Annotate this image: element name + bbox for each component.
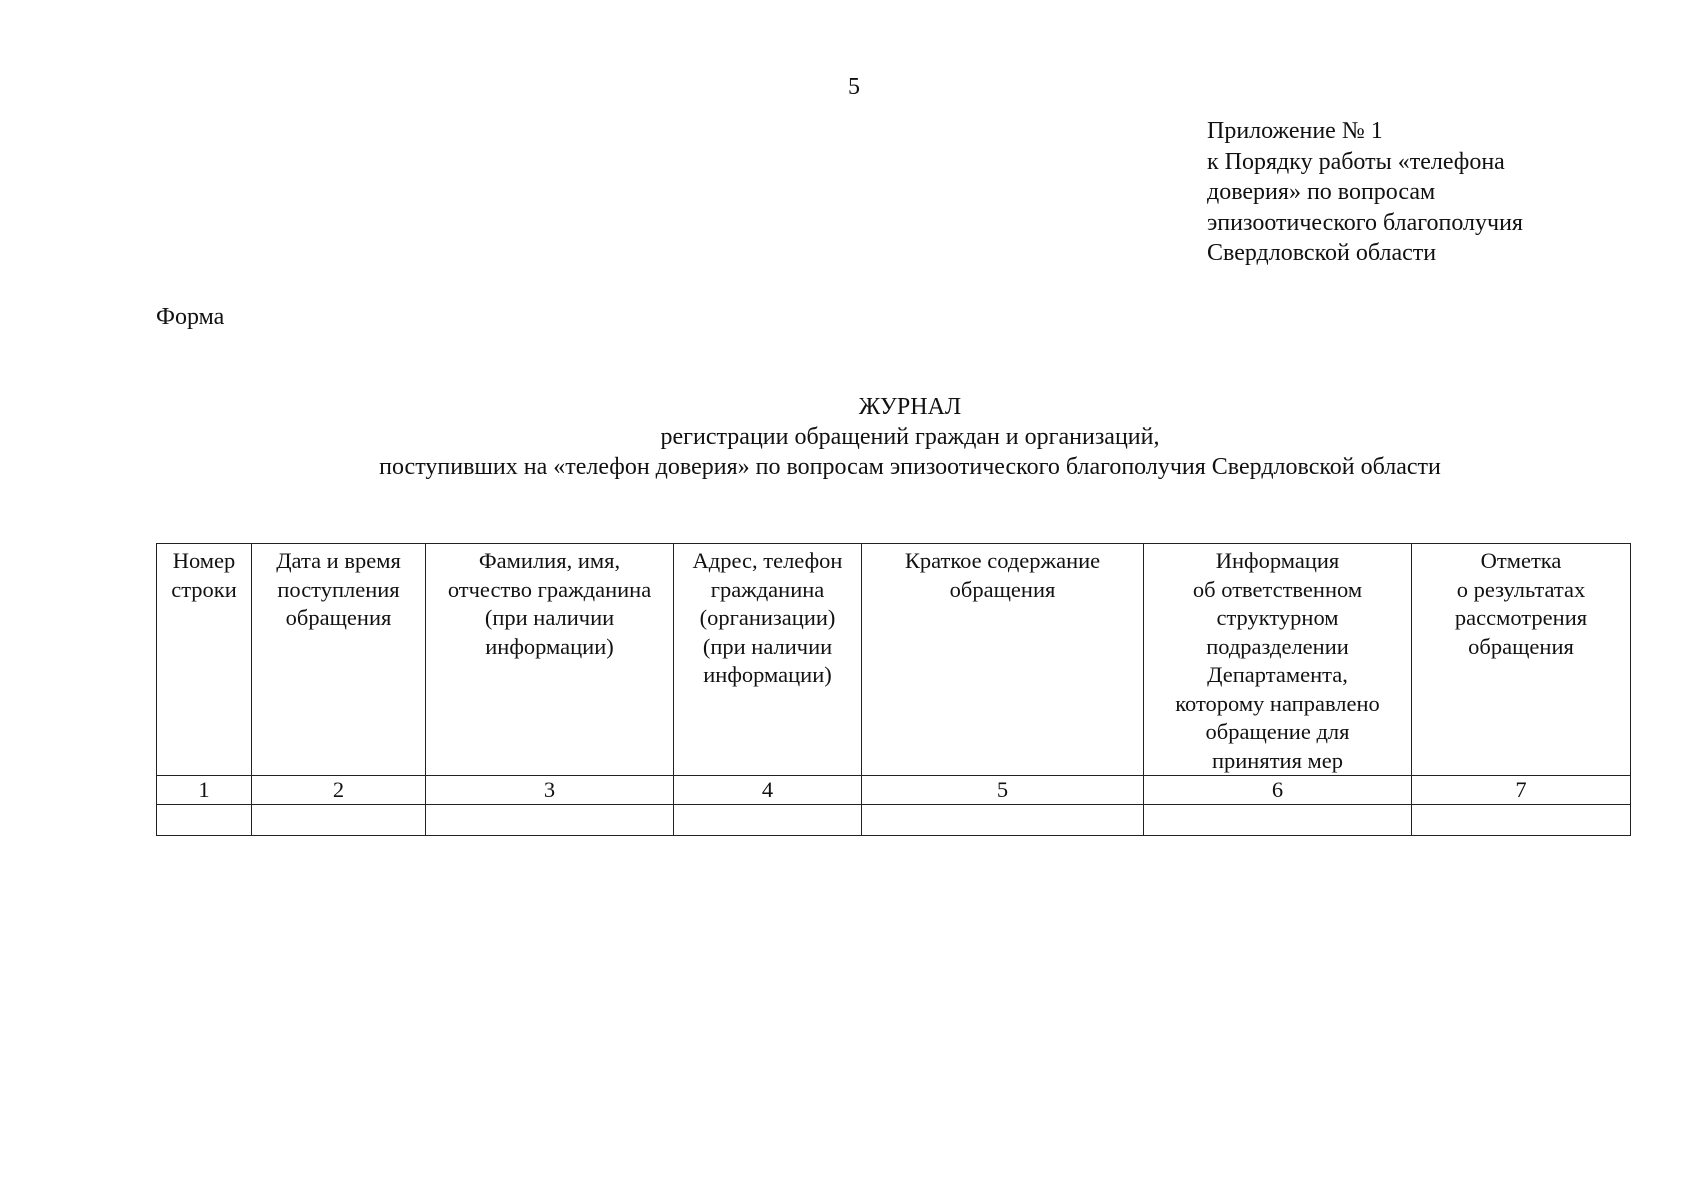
header-line: Департамента,: [1207, 662, 1348, 687]
header-line: Номер: [172, 548, 236, 573]
page-number: 5: [848, 74, 860, 100]
column-header-responsible-unit: [1144, 544, 1412, 776]
column-number-cell: 7: [1412, 776, 1631, 805]
header-line: (организации): [699, 605, 836, 630]
annex-line: к Порядку работы «телефона: [1207, 148, 1505, 175]
journal-table: [156, 543, 1631, 836]
annex-line: эпизоотического благополучия: [1207, 209, 1523, 236]
journal-title: ЖУРНАЛ: [858, 394, 962, 420]
journal-subtitle-line: регистрации обращений граждан и организаций,: [660, 424, 1160, 450]
empty-cell: [426, 805, 674, 836]
empty-cell: [252, 805, 426, 836]
header-line: Адрес, телефон: [692, 548, 843, 573]
column-number-row: [157, 776, 1631, 805]
annex-block: [1207, 116, 1523, 269]
header-line: поступления: [277, 576, 400, 602]
header-line: принятия мер: [1211, 747, 1344, 773]
header-line: о результатах: [1456, 576, 1586, 602]
header-line: структурном: [1216, 605, 1339, 630]
header-line: обращения: [1468, 633, 1574, 659]
column-number-cell: 1: [157, 776, 252, 805]
header-line: Дата и время: [276, 548, 401, 573]
header-line: об ответственном: [1192, 576, 1363, 602]
header-line: Фамилия, имя,: [478, 548, 621, 573]
header-line: обращения: [949, 576, 1056, 602]
header-line: обращения: [285, 605, 392, 630]
header-line: информации): [703, 662, 832, 687]
header-line: которому направлено: [1175, 690, 1380, 716]
header-line: отчество гражданина: [447, 576, 652, 602]
header-line: обращение для: [1205, 719, 1350, 744]
header-line: Отметка: [1480, 548, 1562, 573]
empty-cell: [674, 805, 862, 836]
header-line: (при наличии: [702, 633, 833, 659]
column-header-full-name: [426, 544, 674, 776]
annex-line: доверия» по вопросам: [1207, 179, 1436, 205]
form-label: Форма: [156, 304, 225, 330]
annex-line: Приложение № 1: [1207, 118, 1383, 144]
table-row: [157, 805, 1631, 836]
column-number-cell: 6: [1144, 776, 1412, 805]
column-header-result-mark: [1412, 544, 1631, 776]
column-header-address-phone: [674, 544, 862, 776]
annex-line: Свердловской области: [1207, 240, 1437, 266]
column-number-cell: 5: [862, 776, 1144, 805]
journal-subtitle-line: поступивших на «телефон доверия» по вопросам эпизоотического благополучия Свердловской области: [379, 454, 1441, 480]
empty-cell: [157, 805, 252, 836]
header-line: (при наличии: [484, 605, 615, 630]
column-number-cell: 3: [426, 776, 674, 805]
empty-cell: [1144, 805, 1412, 836]
column-header-summary: [862, 544, 1144, 776]
header-line: гражданина: [710, 576, 825, 602]
header-line: строки: [171, 576, 237, 602]
header-line: рассмотрения: [1454, 605, 1588, 630]
empty-cell: [1412, 805, 1631, 836]
header-line: Информация: [1215, 548, 1340, 573]
column-number-cell: 4: [674, 776, 862, 805]
header-line: Краткое содержание: [904, 548, 1101, 573]
column-header-date-time: [252, 544, 426, 776]
empty-cell: [862, 805, 1144, 836]
journal-heading: [156, 392, 1664, 482]
table-header-row: [157, 544, 1631, 776]
column-header-row-number: [157, 544, 252, 776]
column-number-cell: 2: [252, 776, 426, 805]
header-line: подразделении: [1206, 633, 1349, 659]
header-line: информации): [485, 633, 614, 659]
